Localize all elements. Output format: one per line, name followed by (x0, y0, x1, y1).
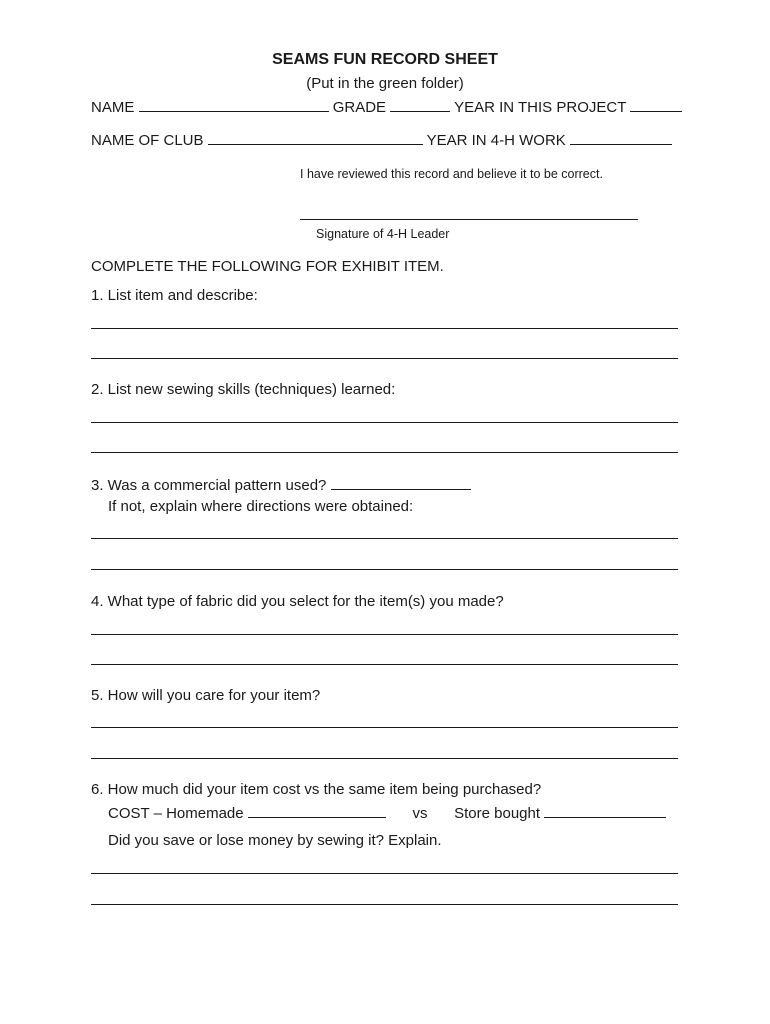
year-4h-label: YEAR IN 4-H WORK (426, 132, 566, 149)
leader-signature-label: Signature of 4-H Leader (316, 227, 450, 241)
answer-line[interactable] (91, 873, 678, 874)
question-3: 3. Was a commercial pattern used? (91, 477, 327, 494)
answer-line[interactable] (91, 758, 678, 759)
page-subtitle: (Put in the green folder) (306, 75, 464, 92)
answer-line[interactable] (91, 328, 678, 329)
question-6-sub: Did you save or lose money by sewing it? Explain. (108, 832, 442, 849)
vs-label: vs (412, 805, 428, 822)
year-project-field[interactable] (630, 98, 682, 112)
question-2: 2. List new sewing skills (techniques) learned: (91, 381, 396, 398)
answer-line[interactable] (91, 634, 678, 635)
club-row (91, 131, 672, 150)
answer-line[interactable] (91, 422, 678, 423)
grade-label: GRADE (332, 99, 387, 116)
instructions: COMPLETE THE FOLLOWING FOR EXHIBIT ITEM. (91, 258, 444, 275)
question-3-row (91, 476, 471, 495)
answer-line[interactable] (91, 569, 678, 570)
question-1: 1. List item and describe: (91, 287, 258, 304)
answer-line[interactable] (91, 452, 678, 453)
club-field[interactable] (208, 131, 423, 145)
question-3-sub: If not, explain where directions were obtained: (108, 498, 414, 515)
answer-line[interactable] (91, 538, 678, 539)
leader-signature-line[interactable] (300, 219, 638, 220)
store-bought-label: Store bought (454, 805, 541, 822)
cost-row (108, 804, 666, 823)
store-bought-field[interactable] (544, 804, 666, 818)
answer-line[interactable] (91, 904, 678, 905)
answer-line[interactable] (91, 727, 678, 728)
year-project-label: YEAR IN THIS PROJECT (454, 99, 627, 116)
cost-homemade-label: COST – Homemade (108, 805, 244, 822)
answer-line[interactable] (91, 664, 678, 665)
cost-homemade-field[interactable] (248, 804, 386, 818)
pattern-used-field[interactable] (331, 476, 471, 490)
name-field[interactable] (139, 98, 329, 112)
answer-line[interactable] (91, 358, 678, 359)
question-5: 5. How will you care for your item? (91, 687, 321, 704)
leader-statement: I have reviewed this record and believe it to be correct. (300, 167, 603, 181)
club-label: NAME OF CLUB (91, 132, 204, 149)
name-row (91, 98, 682, 117)
question-6: 6. How much did your item cost vs the same item being purchased? (91, 781, 542, 798)
page-title: SEAMS FUN RECORD SHEET (272, 51, 498, 68)
name-label: NAME (91, 99, 135, 116)
grade-field[interactable] (390, 98, 450, 112)
year-4h-field[interactable] (570, 131, 672, 145)
question-4: 4. What type of fabric did you select for the item(s) you made? (91, 593, 504, 610)
